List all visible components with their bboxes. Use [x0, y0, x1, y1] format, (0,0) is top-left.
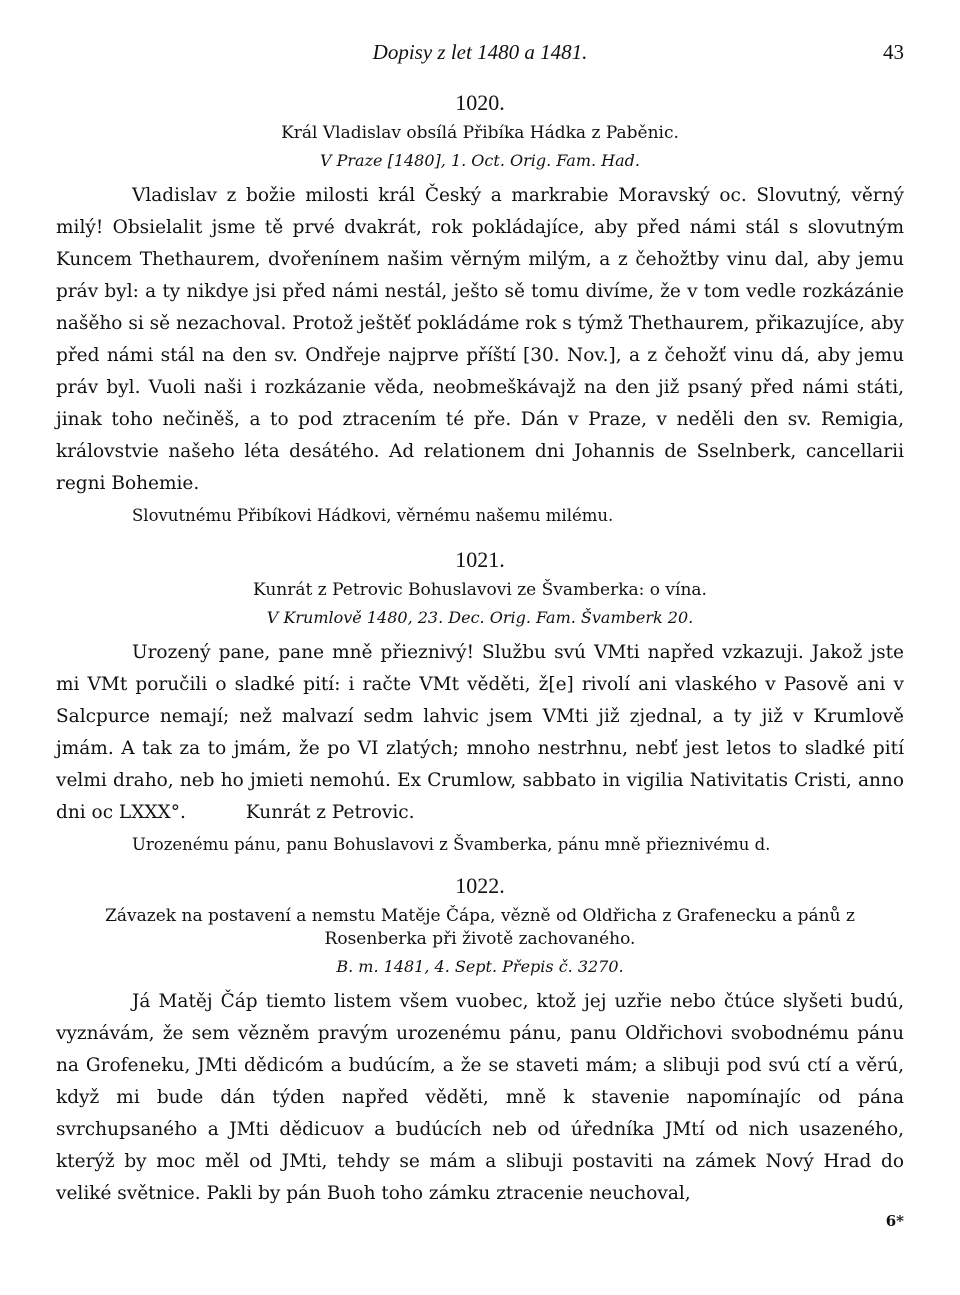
sheet-signature-mark: 6*: [885, 1212, 904, 1230]
document-source: B. m. 1481, 4. Sept. Přepis č. 3270.: [336, 957, 624, 977]
document-1021: [56, 547, 904, 858]
document-regest: Kunrát z Petrovic Bohuslavovi ze Švamberka: o vína.: [253, 579, 707, 600]
document-1020: [56, 90, 904, 529]
document-address: Urozenému pánu, panu Bohuslavovi z Švamberka, pánu mně přieznivému d.: [132, 834, 771, 854]
document-body-container: [56, 637, 904, 829]
running-title: Dopisy z let 1480 a 1481.: [372, 40, 588, 64]
document-signature: Kunrát z Petrovic.: [245, 801, 415, 823]
running-head: [56, 36, 904, 76]
document-regest: Závazek na postavení a nemstu Matěje Čápa, vězně od Oldřicha z Grafenecku a pánů z Rosenberka při životě zachovaného.: [105, 906, 855, 950]
page-number: 43: [883, 40, 904, 64]
document-regest: Král Vladislav obsílá Přibíka Hádka z Paběnic.: [281, 123, 679, 143]
document-1022: [56, 873, 904, 1210]
document-source: V Krumlově 1480, 23. Dec. Orig. Fam. Švamberk 20.: [266, 607, 694, 627]
document-number: 1022.: [455, 873, 505, 899]
document-body: Vladislav z božie milosti král Český a markrabie Moravský oc. Slovutný, věrný milý! Obsielalit jsme tě prvé dvakrát, rok pokládajíce, aby před námi stál s slovutným Kuncem Thethaurem, dvořenínem našim věrným milým, a z čehožtby vinu dal, aby jemu práv byl: a ty nikdye jsi před námi nestál, ješto sě tomu divíme, že v tom vedle rozkázánie našěho si sě nezachoval. Protož ještěť pokládáme rok s týmž Thethaurem, přikazujíce, aby před námi stál na den sv. Ondřeje najprve příští [30. Nov.], a z čehožť vinu dá, aby jemu práv byl. Vuoli naši i rozkázanie věda, neobmeškávajž na den již psaný před námi státi, jinak toho nečiněš, a to pod ztracením té pře. Dán v Praze, v neděli den sv. Remigia, královstvie našeho léta desátého. Ad relationem dni Johannis de Sselnberk, cancellarii regni Bohemie.: [56, 184, 904, 494]
document-body: Urozený pane, pane mně přieznivý! Službu svú VMti napřed vzkazuji. Jakož jste mi VMt poručili o sladké pití: i račte VMt věděti, ž[e] rivolí ani vlaského v Pasově ani v Salcpurce nemají; než malvazí sedm lahvic jsem VMti již zjednal, a ty již v Krumlově jmám. A tak za to jmám, že po VI zlatých; mnoho nestrhnu, nebť jest letos to sladké pití velmi draho, neb ho jmieti nemohú. Ex Crumlow, sabbato in vigilia Nativitatis Cristi, anno dni oc LXXX°.: [56, 641, 904, 823]
document-address: Slovutnému Přibíkovi Hádkovi, věrnému našemu milému.: [132, 505, 614, 525]
page: [56, 36, 904, 1210]
document-source: V Praze [1480], 1. Oct. Orig. Fam. Had.: [320, 150, 640, 170]
document-number: 1021.: [455, 546, 505, 572]
document-body: Já Matěj Čáp tiemto listem všem vuobec, ktož jej uzřie nebo čtúce slyšeti budú, vyznávám, že sem vězněm pravým urozenému pánu, panu Oldřichovi svobodnému pánu na Grofeneku, JMti dědicóm a budúcím, a že se staveti mám; a slibuji pod svú ctí a věrú, když mi bude dán týden napřed věděti, mně k stavenie napomínajíc od pána svrchupsaného a JMti dědicuov a budúcích neb od úředníka JMtí od nich usazeného, kterýž by moc měl od JMti, tehdy se mám a slibuji postaviti na zámek Nový Hrad do veliké světnice. Pakli by pán Buoh toho zámku ztracenie neuchoval,: [56, 991, 904, 1205]
document-number: 1020.: [455, 90, 505, 115]
